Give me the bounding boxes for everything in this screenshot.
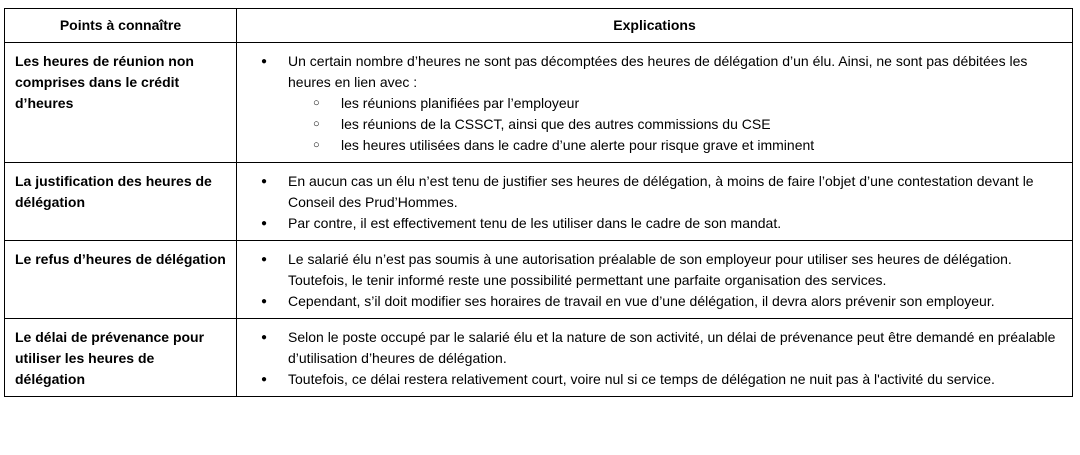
explication-cell [237,241,1073,319]
table-row [5,241,1073,319]
bullet-item: ● Cependant, s’il doit modifier ses horaires de travail en vue d’une délégation, il devra alors prévenir son employeur. [251,291,1062,312]
point-cell: La justification des heures de délégation [5,163,237,241]
explication-cell [237,163,1073,241]
bullet-item: ● Par contre, il est effectivement tenu de les utiliser dans le cadre de son mandat. [251,213,1062,234]
table-row [5,163,1073,241]
header-points: Points à connaître [5,9,237,43]
bullet-list [251,171,1062,234]
point-cell: Le délai de prévenance pour utiliser les heures de délégation [5,319,237,397]
sub-bullet-item: ○ les réunions planifiées par l’employeur [283,93,1062,114]
explication-cell [237,43,1073,163]
table-header-row [5,9,1073,43]
sub-bullet-item: ○ les réunions de la CSSCT, ainsi que des autres commissions du CSE [283,114,1062,135]
bullet-item: ● Toutefois, ce délai restera relativement court, voire nul si ce temps de délégation ne nuit pas à l'activité du service. [251,369,1062,390]
point-cell: Le refus d’heures de délégation [5,241,237,319]
explication-cell [237,319,1073,397]
bullet-item: ● Selon le poste occupé par le salarié élu et la nature de son activité, un délai de prévenance peut être demandé en préalable d’utilisation d’heures de délégation. [251,327,1062,369]
bullet-text: Un certain nombre d’heures ne sont pas décomptées des heures de délégation d’un élu. Ainsi, ne sont pas débitées les heures en lien avec : [288,53,1028,90]
table-row [5,319,1073,397]
sub-bullet-list [288,93,1062,156]
bullet-list [251,51,1062,156]
sub-bullet-item: ○ les heures utilisées dans le cadre d’une alerte pour risque grave et imminent [283,135,1062,156]
bullet-list [251,249,1062,312]
header-explications: Explications [237,9,1073,43]
bullet-list [251,327,1062,390]
table-row [5,43,1073,163]
bullet-item: ● Le salarié élu n’est pas soumis à une autorisation préalable de son employeur pour utiliser ses heures de délégation. Toutefois, le tenir informé reste une possibilité permettant une parfaite organisation des services. [251,249,1062,291]
point-cell: Les heures de réunion non comprises dans le crédit d’heures [5,43,237,163]
bullet-item: ● En aucun cas un élu n’est tenu de justifier ses heures de délégation, à moins de faire l’objet d’une contestation devant le Conseil des Prud’Hommes. [251,171,1062,213]
info-table [4,8,1073,397]
bullet-item [251,51,1062,156]
